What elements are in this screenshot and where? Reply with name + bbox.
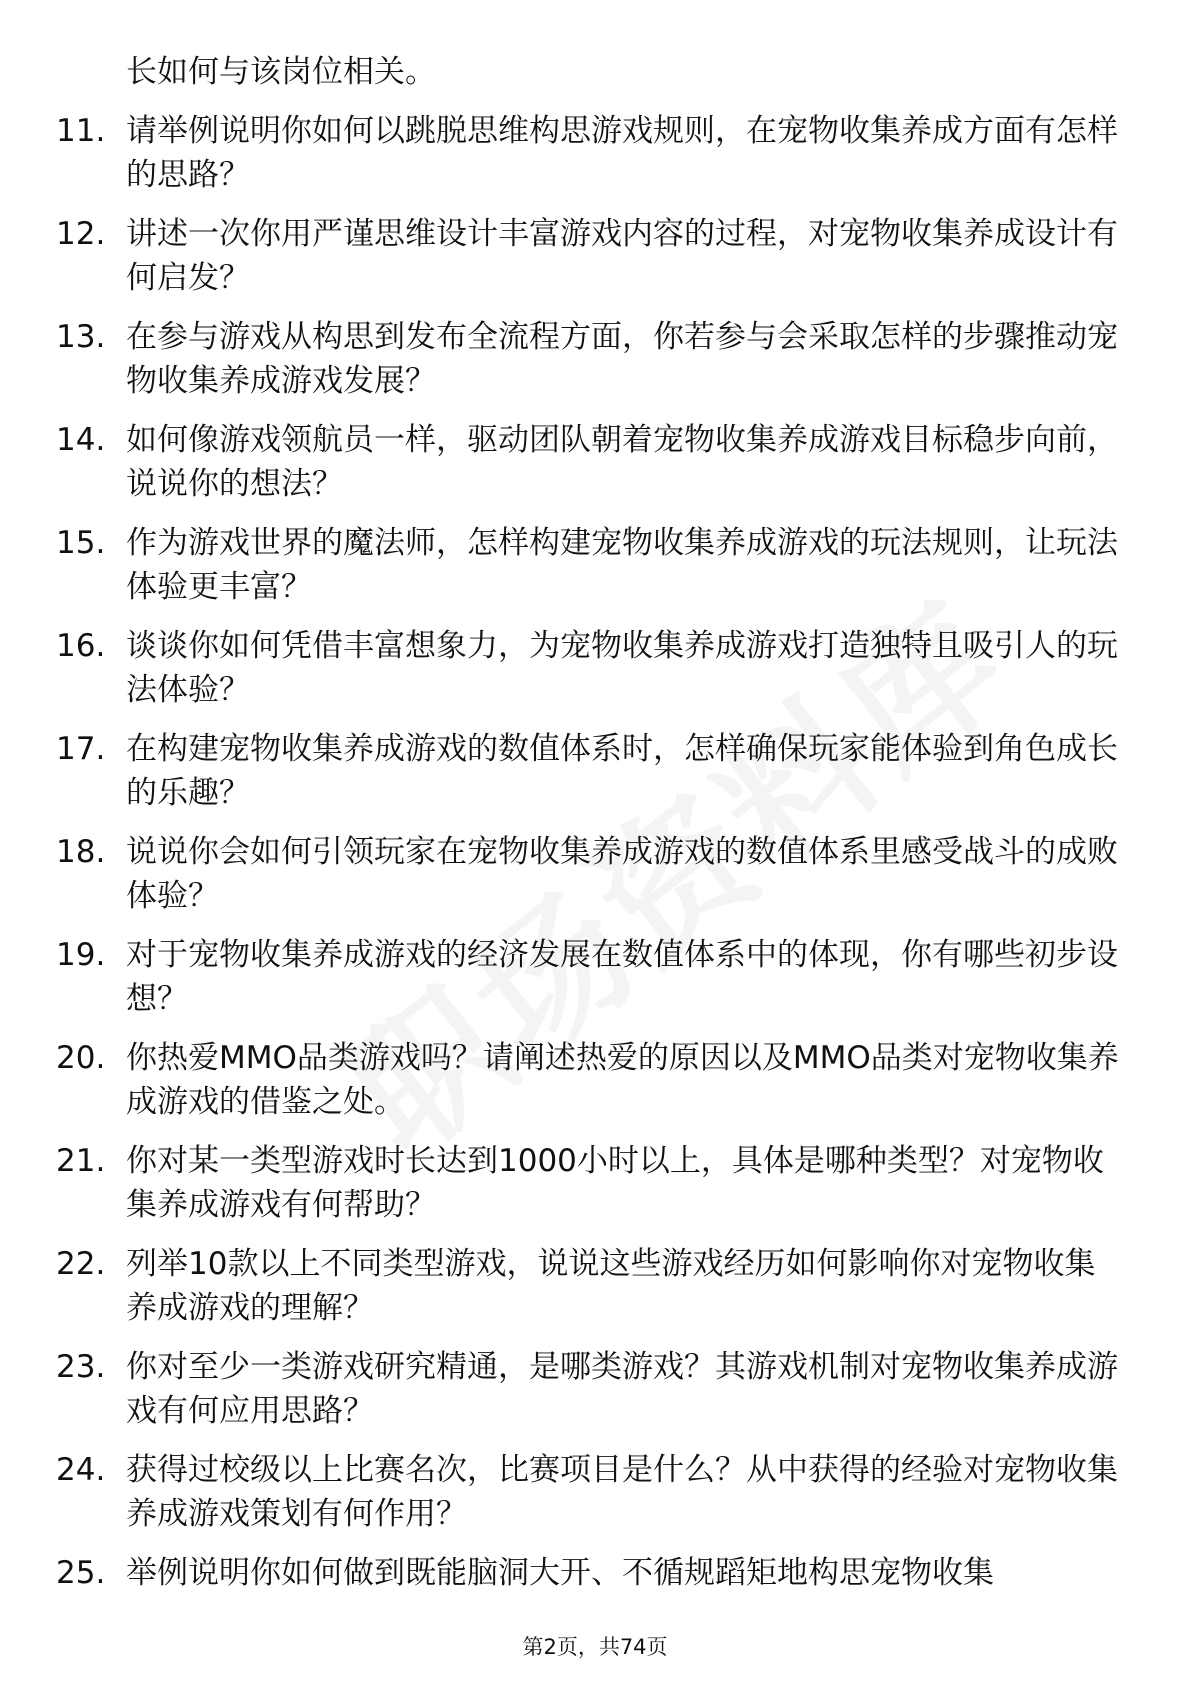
question-number: 12.	[56, 216, 106, 252]
question-text: 你对某一类型游戏时长达到1000小时以上，具体是哪种类型？对宠物收集养成游戏有何帮助？	[126, 1143, 1104, 1223]
list-item	[0, 521, 1190, 624]
question-number: 19.	[56, 937, 106, 973]
question-text: 对于宠物收集养成游戏的经济发展在数值体系中的体现，你有哪些初步设想？	[126, 937, 1118, 1017]
list-item	[0, 1345, 1190, 1448]
question-number: 11.	[56, 113, 106, 149]
question-text: 举例说明你如何做到既能脑洞大开、不循规蹈矩地构思宠物收集	[126, 1555, 994, 1591]
question-text: 列举10款以上不同类型游戏，说说这些游戏经历如何影响你对宠物收集养成游戏的理解？	[126, 1246, 1096, 1326]
question-number: 20.	[56, 1040, 106, 1076]
question-text: 谈谈你如何凭借丰富想象力，为宠物收集养成游戏打造独特且吸引人的玩法体验？	[126, 628, 1118, 708]
question-text: 讲述一次你用严谨思维设计丰富游戏内容的过程，对宠物收集养成设计有何启发？	[126, 216, 1118, 296]
list-item	[0, 933, 1190, 1036]
question-list	[0, 109, 1190, 1654]
list-item	[0, 624, 1190, 727]
list-item	[0, 830, 1190, 933]
list-item	[0, 1036, 1190, 1139]
list-item	[0, 1242, 1190, 1345]
list-item	[0, 1139, 1190, 1242]
question-number: 15.	[56, 525, 106, 561]
question-text: 说说你会如何引领玩家在宠物收集养成游戏的数值体系里感受战斗的成败体验？	[126, 834, 1118, 914]
question-text: 在构建宠物收集养成游戏的数值体系时，怎样确保玩家能体验到角色成长的乐趣？	[126, 731, 1118, 811]
continuation-text: 长如何与该岗位相关。	[126, 54, 436, 90]
list-item	[0, 109, 1190, 212]
question-number: 21.	[56, 1143, 106, 1179]
page-footer: 第2页，共74页	[522, 1635, 668, 1659]
question-text: 你对至少一类游戏研究精通，是哪类游戏？其游戏机制对宠物收集养成游戏有何应用思路？	[126, 1349, 1118, 1429]
list-item	[0, 418, 1190, 521]
question-text: 你热爱MMO品类游戏吗？请阐述热爱的原因以及MMO品类对宠物收集养成游戏的借鉴之处。	[126, 1040, 1119, 1120]
list-item	[0, 727, 1190, 830]
list-item	[0, 315, 1190, 418]
question-number: 23.	[56, 1349, 106, 1385]
question-number: 18.	[56, 834, 106, 870]
question-number: 17.	[56, 731, 106, 767]
question-text: 如何像游戏领航员一样，驱动团队朝着宠物收集养成游戏目标稳步向前，说说你的想法？	[126, 422, 1118, 502]
question-number: 14.	[56, 422, 106, 458]
question-text: 作为游戏世界的魔法师，怎样构建宠物收集养成游戏的玩法规则，让玩法体验更丰富？	[126, 525, 1118, 605]
question-number: 25.	[56, 1555, 106, 1591]
question-text: 请举例说明你如何以跳脱思维构思游戏规则，在宠物收集养成方面有怎样的思路？	[126, 113, 1118, 193]
question-text: 获得过校级以上比赛名次，比赛项目是什么？从中获得的经验对宠物收集养成游戏策划有何作用？	[126, 1452, 1118, 1532]
question-number: 24.	[56, 1452, 106, 1488]
question-text: 在参与游戏从构思到发布全流程方面，你若参与会采取怎样的步骤推动宠物收集养成游戏发展？	[126, 319, 1118, 399]
list-item	[0, 212, 1190, 315]
question-number: 22.	[56, 1246, 106, 1282]
list-item	[0, 1448, 1190, 1551]
question-number: 13.	[56, 319, 106, 355]
question-number: 16.	[56, 628, 106, 664]
